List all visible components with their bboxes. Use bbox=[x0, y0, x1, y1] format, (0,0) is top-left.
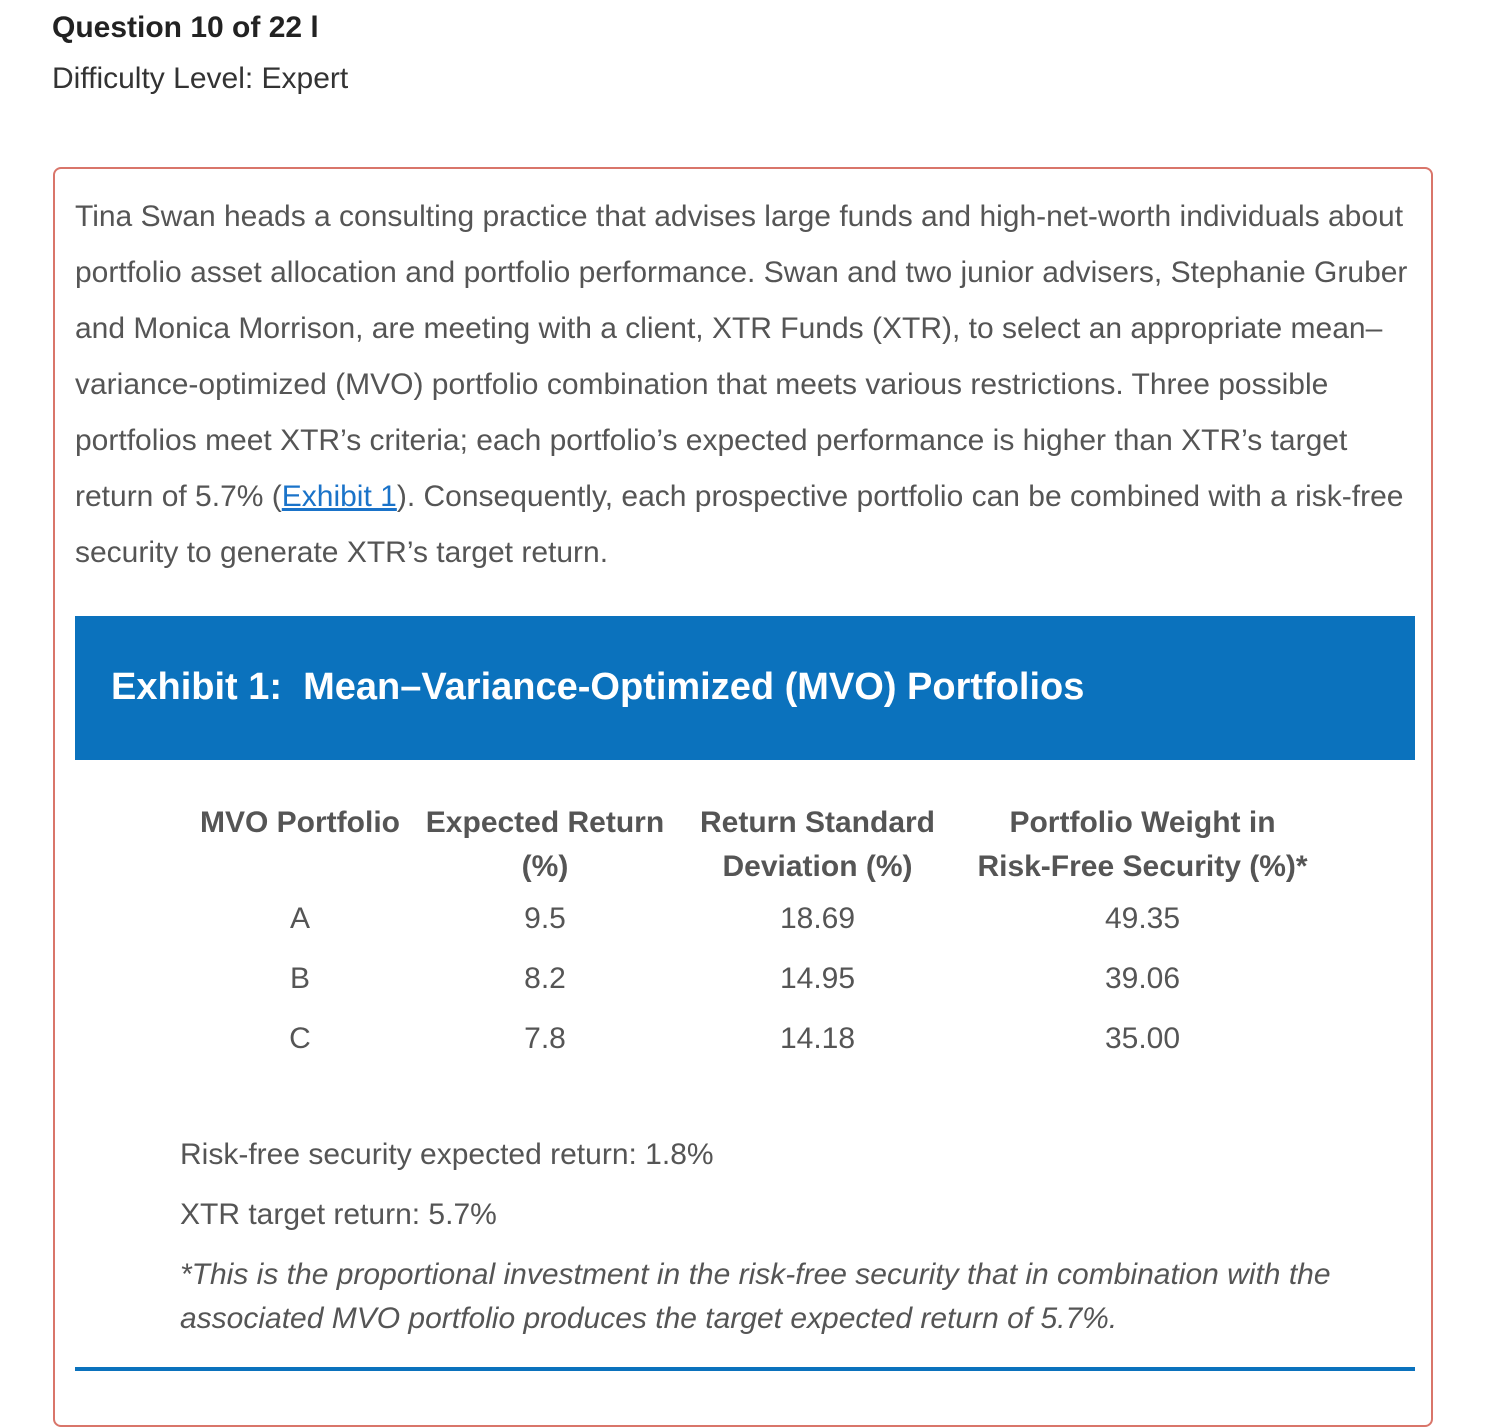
cell-std-dev: 18.69 bbox=[779, 902, 856, 935]
risk-free-return-note: Risk-free security expected return: 1.8% bbox=[180, 1138, 714, 1171]
table-row bbox=[175, 1009, 1315, 1069]
target-return-note: XTR target return: 5.7% bbox=[180, 1198, 497, 1231]
question-number: Question 10 of 22 l bbox=[52, 11, 319, 44]
passage-text-part1: Tina Swan heads a consulting practice that advises large funds and high-net-worth individuals about portfolio asset allocation and portfolio performance. Swan and two junior advisers, Stephanie Gruber and Monica Morrison, are meeting with a client, XTR Funds (XTR), to select an appropriate mean–variance-optimized (MVO) portfolio combination that meets various restrictions. Three possible portfolios meet XTR’s criteria; each portfolio’s expected performance is higher than XTR’s target return of 5.7% ( bbox=[75, 200, 1408, 513]
table-row bbox=[175, 889, 1315, 949]
column-header-risk-free-weight: Portfolio Weight in Risk-Free Security (%)* bbox=[977, 806, 1308, 883]
question-header bbox=[52, 8, 348, 99]
column-header-portfolio: MVO Portfolio bbox=[200, 806, 400, 839]
table-header-row bbox=[175, 801, 1315, 889]
cell-risk-free-weight: 35.00 bbox=[1104, 1022, 1181, 1055]
column-header-std-dev: Return Standard Deviation (%) bbox=[699, 806, 936, 883]
exhibit-title: Exhibit 1: Mean–Variance-Optimized (MVO) Portfolios bbox=[111, 666, 1085, 708]
cell-expected-return: 9.5 bbox=[524, 902, 566, 935]
question-card bbox=[53, 167, 1433, 1427]
cell-risk-free-weight: 49.35 bbox=[1104, 902, 1181, 935]
mvo-table bbox=[175, 801, 1315, 1069]
cell-portfolio: A bbox=[289, 902, 310, 935]
exhibit-1-link[interactable]: Exhibit 1 bbox=[281, 480, 397, 513]
cell-portfolio: B bbox=[289, 962, 310, 995]
exhibit-bottom-divider bbox=[75, 1367, 1415, 1371]
passage-text bbox=[75, 189, 1420, 581]
difficulty-level: Difficulty Level: Expert bbox=[52, 62, 349, 95]
cell-portfolio: C bbox=[289, 1022, 311, 1055]
cell-risk-free-weight: 39.06 bbox=[1104, 962, 1181, 995]
exhibit-title-bar bbox=[75, 616, 1415, 760]
column-header-expected-return: Expected Return (%) bbox=[425, 806, 665, 883]
cell-expected-return: 8.2 bbox=[524, 962, 566, 995]
exhibit-footnote: *This is the proportional investment in the risk-free security that in combination with the associated MVO portfolio produces the target expected return of 5.7%. bbox=[180, 1258, 1331, 1335]
cell-std-dev: 14.18 bbox=[779, 1022, 856, 1055]
cell-expected-return: 7.8 bbox=[524, 1022, 566, 1055]
passage-text-part2: ). Consequently, each prospective portfolio can be combined with a risk-free security to generate XTR’s target return. bbox=[75, 480, 1404, 569]
table-row bbox=[175, 949, 1315, 1009]
cell-std-dev: 14.95 bbox=[779, 962, 856, 995]
